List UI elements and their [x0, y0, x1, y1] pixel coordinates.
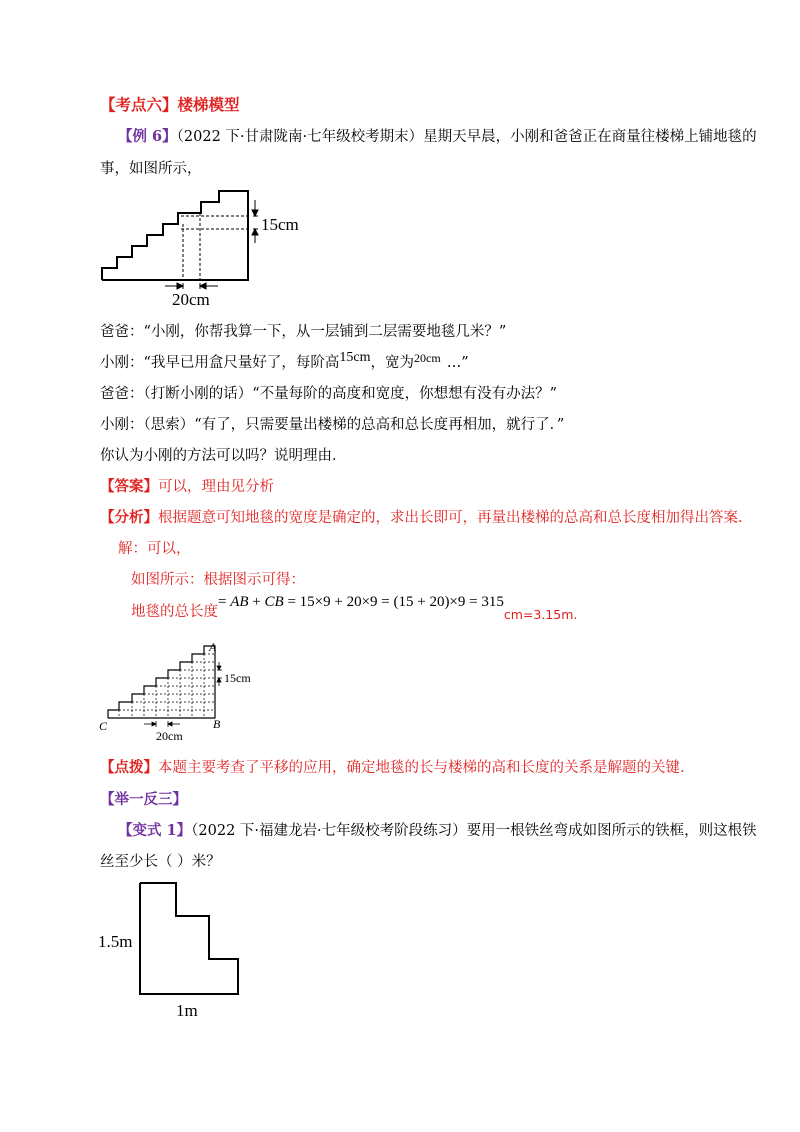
equation-unit: cm=3.15m. [503, 607, 578, 622]
dialogue-text: 小刚：“我早已用盒尺量好了，每阶高 [100, 355, 340, 371]
staircase-outline [108, 646, 215, 718]
point-b-label: B [213, 717, 221, 731]
equation-part: AB [230, 594, 249, 610]
example-line-1 [118, 127, 757, 147]
question-line: 你认为小刚的方法可以吗？说明理由． [100, 448, 347, 464]
height-value: 15cm [339, 350, 371, 365]
width-label: 20cm [172, 290, 210, 308]
height-label: 15cm [224, 671, 251, 685]
dialogue-line-2 [100, 350, 469, 374]
analysis-text: 根据题意可知地毯的宽度是确定的，求出长即可，再量出楼梯的总高和总长度相加得出答案. [158, 510, 743, 526]
equation-part: + [248, 594, 265, 610]
point-a-label: A [209, 640, 217, 654]
example-text-1: （2022 下·甘肃陇南·七年级校考期末）星期天早晨，小刚和爸爸正在商量往楼梯上铺地毯的 [176, 129, 757, 145]
equation-body [218, 594, 504, 610]
width-label: 1m [176, 1001, 198, 1020]
width-value: 20cm [414, 351, 441, 365]
height-label: 15cm [261, 215, 299, 234]
variant-text-1: （2022 下·福建龙岩·七年级校考阶段练习）要用一根铁丝弯成如图所示的铁框，则这根铁 [191, 823, 757, 839]
dialogue-line-4: 小刚：（思索）“有了，只需要量出楼梯的总高和总长度再相加，就行了．” [100, 417, 565, 433]
variant-line-2: 丝至少长（ ）米？ [100, 854, 221, 870]
practice-title: 【举一反三】 [100, 791, 187, 808]
equation-part: = 15×9 + 20×9 = (15 + 20)×9 = 315 [283, 594, 504, 610]
equation-part: CB [264, 594, 284, 610]
tip-line [100, 758, 685, 778]
answer-text: 可以，理由见分析 [158, 479, 274, 495]
answer-line [100, 477, 274, 497]
example-tag: 【例 6】 [118, 128, 177, 145]
dialogue-line-3: 爸爸：（打断小刚的话）“不量每阶的高度和宽度，你想想有没有办法？” [100, 386, 558, 402]
solution-line-2: 如图所示：根据图示可得： [131, 572, 305, 588]
section-title-text: 楼梯模型 [177, 95, 240, 114]
solution-line-1: 解：可以， [118, 541, 191, 557]
equation-part: = [218, 594, 231, 610]
height-label: 1.5m [98, 932, 133, 951]
point-c-label: C [99, 719, 108, 733]
width-label: 20cm [156, 729, 183, 743]
tip-text: 本题主要考查了平移的应用，确定地毯的长与楼梯的高和长度的关系是解题的关键. [158, 760, 685, 776]
dialogue-text: ，宽为 [370, 355, 415, 371]
answer-tag: 【答案】 [100, 478, 158, 495]
equation-label: 地毯的总长度 [131, 604, 218, 620]
dialogue-text: …” [446, 355, 469, 371]
solution-equation [131, 594, 578, 624]
example-line-2: 事，如图所示， [100, 161, 202, 177]
dialogue-line-1: 爸爸：“小刚，你帮我算一下，从一层铺到二层需要地毯几米？” [100, 324, 507, 340]
staircase-figure [95, 183, 325, 308]
variant-line-1 [118, 821, 757, 841]
staircase-outline [102, 191, 248, 280]
analysis-tag: 【分析】 [100, 509, 158, 526]
wire-frame-outline [140, 883, 238, 994]
tip-tag: 【点拨】 [100, 759, 158, 776]
section-title-bracket: 【考点六】 [100, 95, 178, 114]
variant-tag: 【变式 1】 [118, 822, 192, 839]
staircase-grid-figure [96, 640, 276, 748]
wire-frame-figure [96, 876, 266, 1021]
analysis-line [100, 508, 743, 528]
section-title [100, 95, 240, 115]
